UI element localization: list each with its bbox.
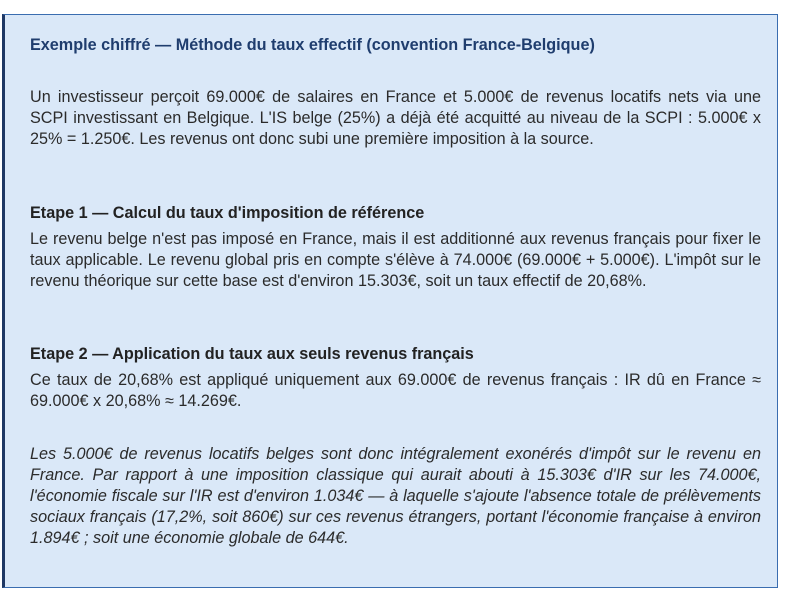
intro-paragraph: Un investisseur perçoit 69.000€ de salaires en France et 5.000€ de revenus locatifs nets via une SCPI investissant en Belgique. L'IS belge (25%) a déjà été acquitté au niveau de la SCPI : 5.000€ x 25% = 1.250€. Les revenus ont donc subi une première imposition à la source. bbox=[30, 88, 761, 148]
callout-title: Exemple chiffré — Méthode du taux effectif (convention France-Belgique) bbox=[30, 36, 595, 54]
step2-heading: Etape 2 — Application du taux aux seuls revenus français bbox=[30, 345, 474, 363]
step1-heading: Etape 1 — Calcul du taux d'imposition de référence bbox=[30, 204, 425, 222]
step2-paragraph: Ce taux de 20,68% est appliqué uniquement aux 69.000€ de revenus français : IR dû en France ≈ 69.000€ x 20,68% ≈ 14.269€. bbox=[30, 371, 761, 410]
example-callout-box bbox=[2, 14, 778, 588]
step1-paragraph: Le revenu belge n'est pas imposé en France, mais il est additionné aux revenus français pour fixer le taux applicable. Le revenu global pris en compte s'élève à 74.000€ (69.000€ + 5.000€). L'impôt sur le revenu théorique sur cette base est d'environ 15.303€, soit un taux effectif de 20,68%. bbox=[30, 230, 761, 290]
conclusion-paragraph: Les 5.000€ de revenus locatifs belges sont donc intégralement exonérés d'impôt sur le revenu en France. Par rapport à une imposition classique qui aurait abouti à 15.303€ d'IR sur les 74.000€, l'économie fiscale sur l'IR est d'environ 1.034€ — à laquelle s'ajoute l'absence totale de prélèvements sociaux français (17,2%, soit 860€) sur ces revenus étrangers, portant l'économie française à environ 1.894€ ; soit une économie globale de 644€. bbox=[30, 445, 761, 547]
